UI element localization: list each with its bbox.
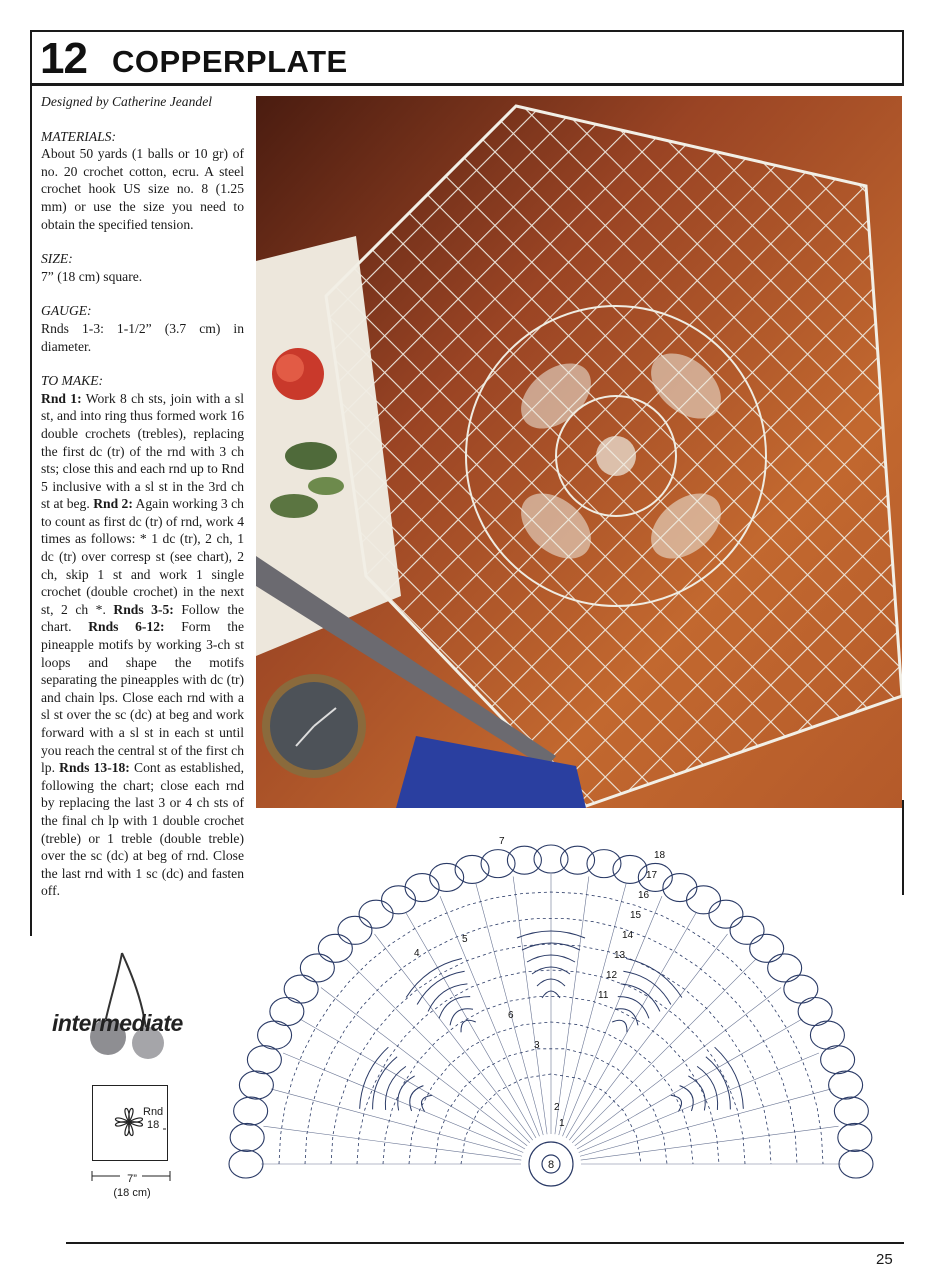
chart-loop — [405, 874, 439, 902]
step-label: Rnds 3-5: — [113, 601, 174, 617]
gauge-text: Rnds 1-3: 1-1/2” (3.7 cm) in diameter. — [41, 320, 244, 354]
instructions-column — [41, 93, 244, 900]
chart-spoke — [581, 1126, 839, 1160]
chart-loop — [270, 998, 304, 1026]
chart-spoke — [566, 913, 696, 1138]
gauge-section — [41, 302, 244, 355]
skill-level-text: intermediate — [52, 1010, 183, 1036]
size-heading: SIZE: — [41, 251, 73, 267]
chart-loop — [481, 850, 515, 878]
skill-level-badge — [50, 945, 225, 1065]
photo-illustration — [256, 96, 902, 808]
chart-loop — [507, 846, 541, 874]
designer-credit: Designed by Catherine Jeandel — [41, 94, 213, 109]
step-label: Rnds 13-18: — [59, 760, 130, 776]
chart-round-label: 13 — [614, 950, 626, 961]
chart-inner-label: 3 — [534, 1040, 540, 1051]
chart-inner-label: 2 — [554, 1102, 560, 1113]
pattern-header — [30, 30, 904, 86]
chart-inner-label: 5 — [462, 934, 468, 945]
chart-spoke — [569, 934, 727, 1140]
chart-inner-label: 6 — [508, 1010, 514, 1021]
chart-round-label: 14 — [622, 930, 634, 941]
chart-round-label: 16 — [638, 890, 650, 901]
size-section — [41, 250, 244, 285]
chart-loop — [318, 934, 352, 962]
chart-spoke — [555, 876, 589, 1134]
to-make-heading: TO MAKE: — [41, 373, 104, 389]
gauge-heading: GAUGE: — [41, 303, 92, 319]
chart-loop — [838, 1123, 872, 1151]
chart-loop — [239, 1071, 273, 1099]
doily-photo — [256, 96, 902, 808]
chart-spoke — [321, 987, 527, 1145]
chart-spoke — [572, 959, 756, 1143]
chart-inner-label: 7 — [499, 836, 505, 847]
cherry-icon — [50, 945, 225, 1065]
materials-text: About 50 yards (1 balls or 10 gr) of no. 20 crochet cotton, ecru. A steel crochet hook US size no. 8 (1.25 mm) or use the size you need to obtain the specified tension. — [41, 146, 244, 232]
chart-spoke — [513, 876, 547, 1134]
chart-round-label: 18 — [654, 850, 666, 861]
chart-spoke — [300, 1019, 525, 1149]
dimension-inches: 7” — [127, 1173, 137, 1185]
to-make-text — [41, 390, 244, 900]
chart-loop — [709, 900, 743, 928]
right-divider — [902, 800, 904, 895]
chart-loop — [234, 1097, 268, 1125]
chart-loop — [229, 1150, 263, 1178]
chart-loop — [839, 1150, 873, 1178]
size-text: 7” (18 cm) square. — [41, 268, 143, 284]
crochet-chart — [224, 828, 888, 1238]
chart-spoke — [575, 987, 781, 1145]
to-make-section — [41, 372, 244, 900]
chart-loop — [784, 975, 818, 1003]
materials-section — [41, 128, 244, 234]
chart-round-label: 11 — [598, 990, 609, 1001]
size-schematic — [92, 1085, 168, 1161]
materials-heading: MATERIALS: — [41, 128, 117, 144]
chart-loop — [730, 916, 764, 944]
chart-loop — [561, 846, 595, 874]
left-divider — [30, 86, 32, 936]
chart-spoke — [346, 959, 530, 1143]
chart-loop — [534, 845, 568, 873]
bottom-divider — [66, 1242, 904, 1244]
pattern-number: 12 — [40, 34, 87, 83]
page-number: 25 — [876, 1251, 893, 1268]
chart-loop — [284, 975, 318, 1003]
chart-spoke — [577, 1019, 802, 1149]
step-label: Rnds 6-12: — [88, 619, 165, 635]
pattern-title: COPPERPLATE — [112, 44, 348, 79]
dimension-cm: (18 cm) — [113, 1187, 151, 1199]
step-text: Form the pineapple motifs by working 3-ch st loops and shape the motifs separating the pineapples with dc (tr) and chain lps. Close each rnd with a sl st over the sc (dc) at beg and work forward with a sl st in each st until you reach the central st of the first ch lp. — [41, 619, 244, 776]
step-label: Rnd 2: — [93, 496, 133, 512]
pineapple-motif — [660, 1044, 749, 1134]
chart-loop — [382, 886, 416, 914]
chart-loop — [768, 954, 802, 982]
chart-inner-label: 4 — [414, 948, 420, 959]
chart-loop — [300, 954, 334, 982]
chart-loop — [829, 1071, 863, 1099]
chart-center-label: 8 — [547, 1159, 555, 1171]
dimension-arrow — [90, 1170, 172, 1182]
step-text: Follow the chart. — [41, 601, 244, 635]
chart-spoke — [406, 913, 536, 1138]
step-label: Rnd 1: — [41, 390, 82, 406]
chart-loop — [834, 1097, 868, 1125]
chart-loop — [663, 874, 697, 902]
step-text: Work 8 ch sts, join with a sl st, and into ring thus formed work 16 double crochets (trebles), replacing the first dc (tr) of the rnd with 3 ch sts; close this and each rnd up to Rnd 5 inclusive with a sl st in the 3rd ch st at beg. — [41, 390, 244, 512]
chart-loop — [821, 1046, 855, 1074]
step-text: Again working 3 ch to count as first dc (tr) of rnd, work 4 times as follows: * 1 dc (tr), 2 ch, 1 dc (tr) over corresp st (see chart), 2 ch, skip 1 st and work 1 single crochet (double crochet) in the next st, 2 ch *. — [41, 496, 244, 617]
chart-round-label: 17 — [646, 870, 658, 881]
step-text: Cont as established, following the chart; close each rnd by replacing the last 3 or 4 ch sts of the final ch lp with 1 double crochet (treble) or 1 treble (double treble) over the sc (dc) at beg of rnd. Close the last rnd with 1 sc (dc) and fasten off. — [41, 760, 244, 899]
chart-loop — [359, 900, 393, 928]
chart-loop — [587, 850, 621, 878]
chart-loop — [338, 916, 372, 944]
chart-round-label: 15 — [630, 910, 642, 921]
chart-loop — [750, 934, 784, 962]
pineapple-motif — [402, 953, 496, 1047]
round-label: Rnd 18 — [143, 1106, 164, 1131]
chart-loop — [247, 1046, 281, 1074]
chart-loop — [230, 1123, 264, 1151]
chart-loop — [687, 886, 721, 914]
chart-inner-label: 1 — [559, 1118, 565, 1129]
chart-loop — [810, 1021, 844, 1049]
chart-round-label: 12 — [606, 970, 618, 981]
chart-spoke — [263, 1126, 521, 1160]
